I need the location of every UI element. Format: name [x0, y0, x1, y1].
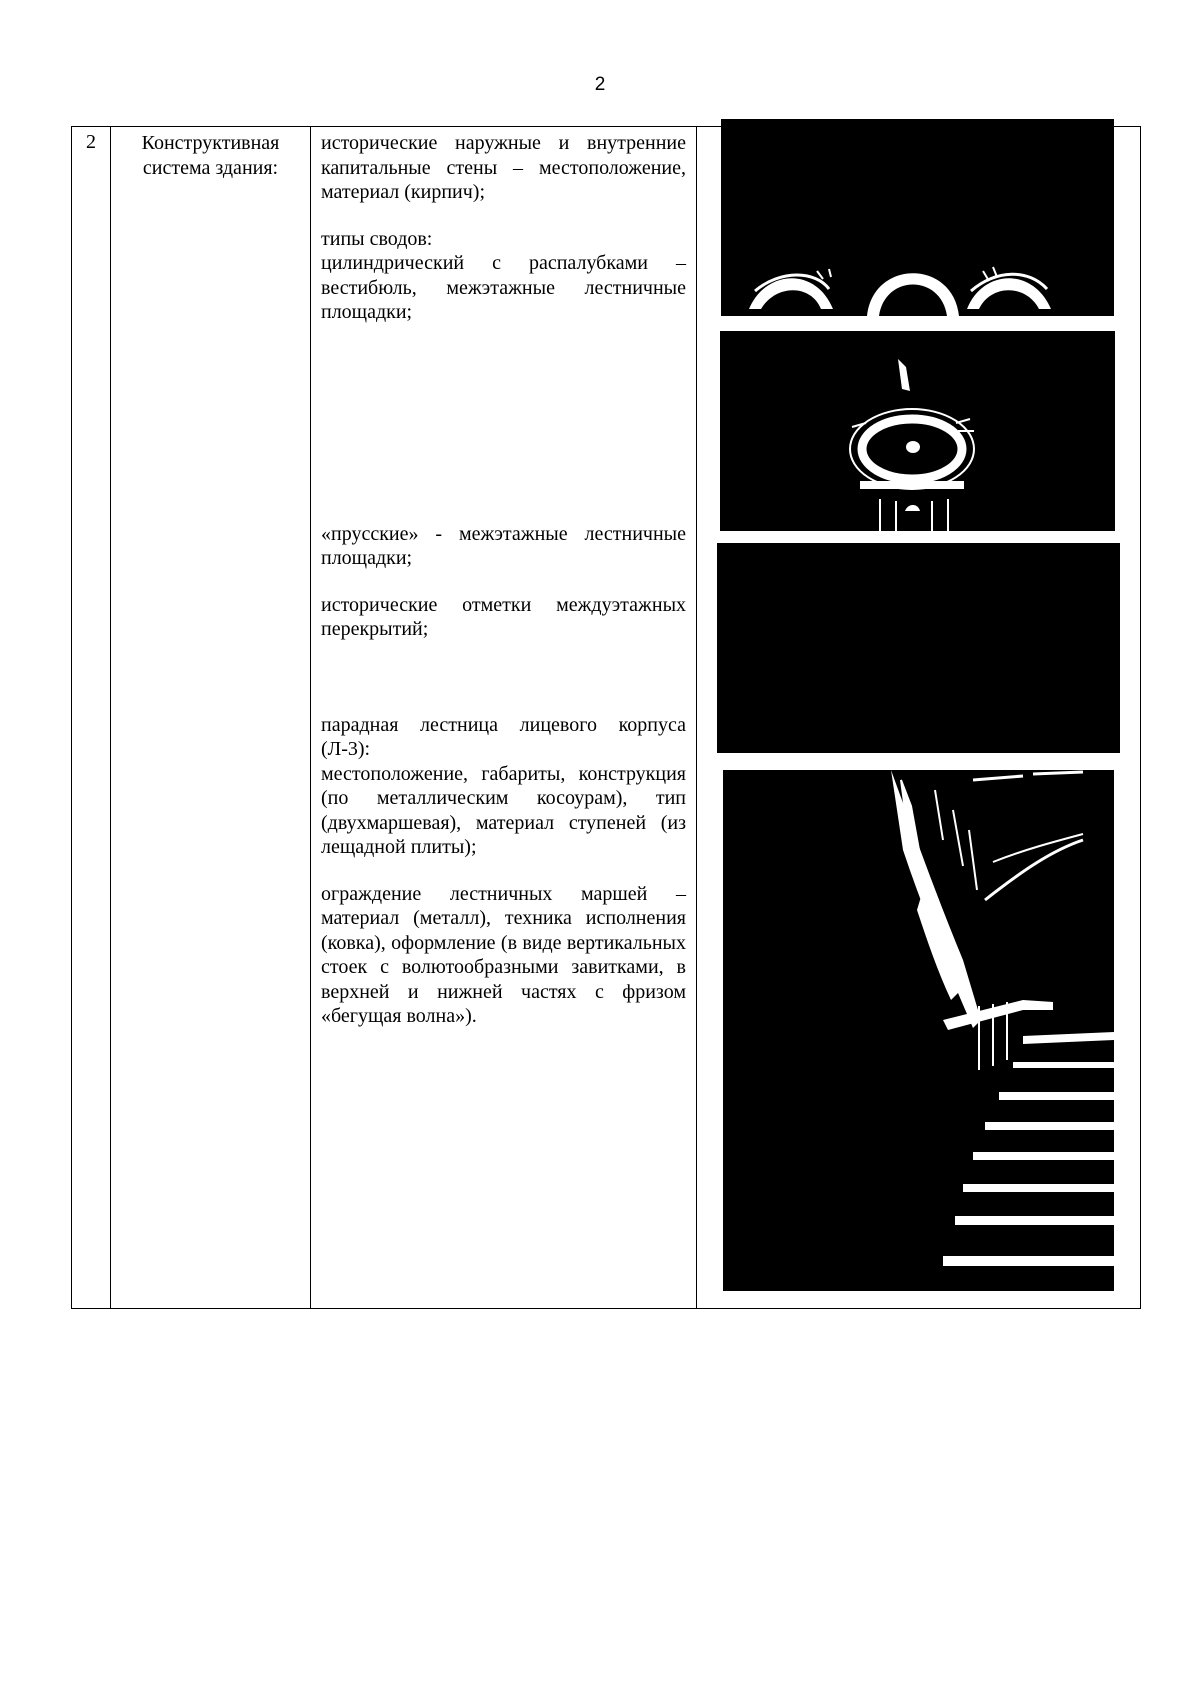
photo-staircase: [723, 770, 1114, 1291]
paragraph-walls: исторические наружные и внутренние капитальные стены – местоположение, материал (кирпич);: [321, 132, 686, 203]
photo-prussian-vault: [717, 543, 1120, 753]
photo-vault-ceiling: [720, 331, 1115, 531]
paragraph-railing: ограждение лестничных маршей – материал (металл), техника исполнения (ковка), оформление (в виде вертикальных стоек с волютообразными завитками, в верхней и нижней частях с фризом «бегущая волна»).: [321, 882, 686, 1027]
paragraph-cylindrical-vault: цилиндрический с распалубками – вестибюль, межэтажные лестничные площадки;: [321, 252, 686, 323]
row-number: 2: [72, 127, 111, 1309]
paragraph-floor-levels: исторические отметки междуэтажных перекрытий;: [321, 593, 686, 640]
photo-vault-arches: [721, 119, 1114, 316]
page-number: 2: [594, 74, 606, 95]
attributes-table: [71, 126, 1141, 1309]
row-label: Конструктивная система здания:: [111, 127, 311, 1309]
paragraph-vault-types: типы сводов:: [321, 227, 433, 250]
row-description: [311, 127, 697, 1309]
paragraph-staircase-details: местоположение, габариты, конструкция (по металлическим косоурам), тип (двухмаршевая), материал ступеней (из лещадной плиты);: [321, 762, 686, 858]
table-row: [72, 127, 1141, 1309]
photos-cell: [697, 127, 1141, 1309]
paragraph-prussian-vault: «прусские» - межэтажные лестничные площадки;: [321, 522, 686, 569]
paragraph-main-staircase: парадная лестница лицевого корпуса (Л-3):: [321, 713, 686, 760]
